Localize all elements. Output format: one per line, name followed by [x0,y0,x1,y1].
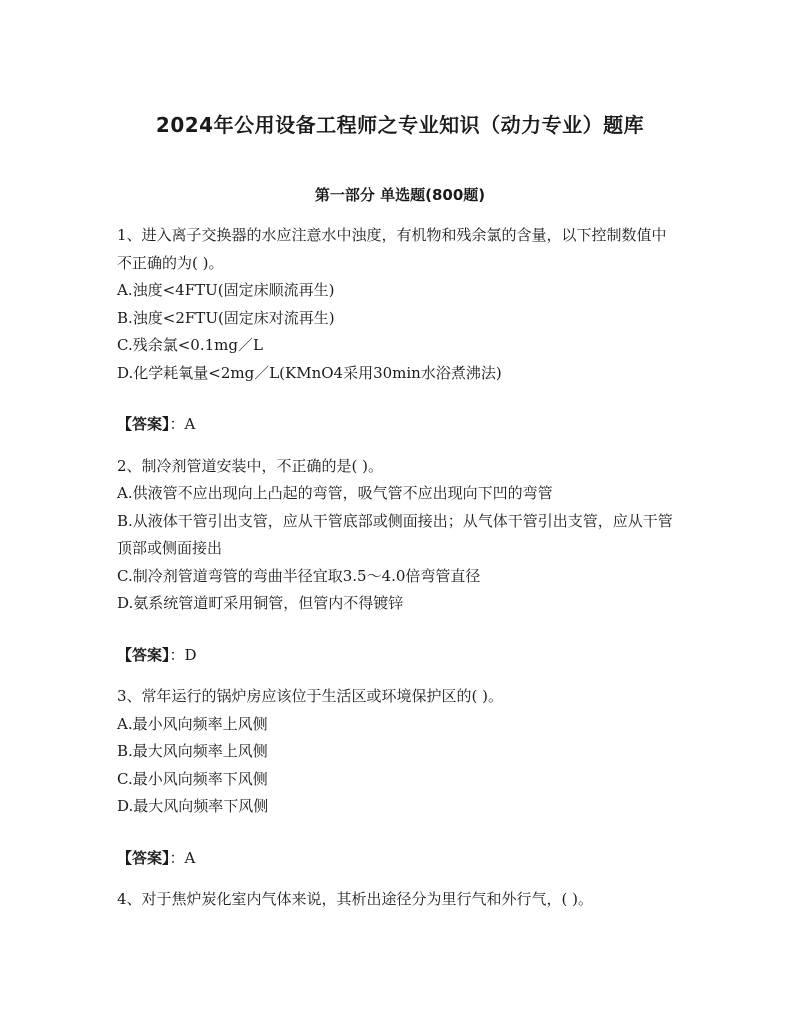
answer-label: 【答案】 [117,848,170,867]
question-option: D.氨系统管道町采用铜管，但管内不得镀锌 [117,594,404,612]
question-block [117,886,677,914]
question-block [117,222,677,439]
question-stem: 3、常年运行的锅炉房应该位于生活区或环境保护区的( )。 [117,687,504,705]
section-title: 第一部分 单选题(800题) [314,186,486,204]
answer-separator: ： [169,848,185,867]
question-option: D.最大风向频率下风侧 [117,797,269,815]
question-option: D.化学耗氧量<2mg／L(KMnO4采用30min水浴煮沸法) [117,363,502,382]
question-option: A.供液管不应出现向上凸起的弯管，吸气管不应出现向下凹的弯管 [117,484,553,502]
answer-line [117,845,677,873]
answer-separator: ： [169,415,185,433]
answer-line [117,642,677,670]
answer-label: 【答案】 [117,415,170,433]
question-stem: 4、对于焦炉炭化室内气体来说，其析出途径分为里行气和外行气，( )。 [117,890,594,908]
question-option: B.浊度<2FTU(固定床对流再生) [117,308,335,327]
question-option: B.从液体干管引出支管，应从干管底部或侧面接出；从气体干管引出支管，应从干管顶部或侧面接出 [117,511,673,557]
question-stem: 1、进入离子交换器的水应注意水中浊度，有机物和残余氯的含量，以下控制数值中不正确的为( )。 [117,226,667,272]
document-title: 2024年公用设备工程师之专业知识（动力专业）题库 [155,113,645,138]
question-option: C.制冷剂管道弯管的弯曲半径宜取3.5～4.0倍弯管直径 [117,566,481,585]
answer-value: D [184,645,197,664]
question-block [117,453,677,670]
answer-value: A [184,415,196,433]
question-option: C.最小风向频率下风侧 [117,769,268,788]
question-stem: 2、制冷剂管道安装中，不正确的是( )。 [117,456,384,475]
question-option: B.最大风向频率上风侧 [117,742,268,760]
answer-label: 【答案】 [117,645,170,664]
question-option: A.浊度<4FTU(固定床顺流再生) [117,281,335,299]
question-block [117,683,677,872]
answer-line [117,411,677,439]
answer-value: A [184,848,196,867]
question-list [117,222,677,914]
question-option: C.残余氯<0.1mg／L [117,336,263,354]
answer-separator: ： [169,645,185,664]
question-option: A.最小风向频率上风侧 [117,714,268,733]
